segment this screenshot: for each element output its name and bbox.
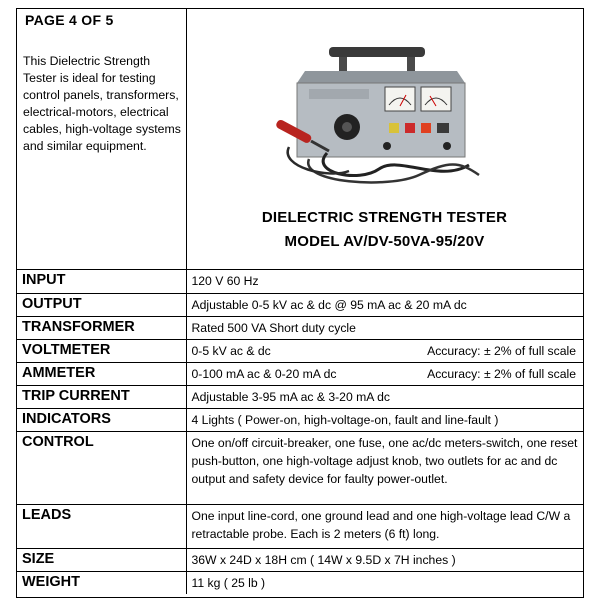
label-plate bbox=[309, 89, 369, 99]
spec-sheet bbox=[16, 8, 584, 598]
spec-label: OUTPUT bbox=[17, 293, 186, 316]
spec-value: Adjustable 0-5 kV ac & dc @ 95 mA ac & 20 mA dc bbox=[186, 293, 583, 316]
spec-row-indicators bbox=[17, 408, 583, 431]
spec-value: 0-5 kV ac & dc bbox=[191, 343, 271, 358]
spec-value: Rated 500 VA Short duty cycle bbox=[186, 316, 583, 339]
spec-label: TRANSFORMER bbox=[17, 316, 186, 339]
spec-row-voltmeter bbox=[17, 339, 583, 362]
spec-accuracy: Accuracy: ± 2% of full scale bbox=[427, 343, 576, 358]
spec-row-transformer bbox=[17, 316, 583, 339]
ammeter-shape bbox=[421, 87, 451, 111]
indicator-light-yellow bbox=[389, 123, 399, 133]
product-title: DIELECTRIC STRENGTH TESTER bbox=[261, 209, 508, 226]
spec-value: One on/off circuit-breaker, one fuse, one ac/dc meters-switch, one reset push-button, one high-voltage adjust knob, two outlets for ac and dc output and safety device for faulty power-outlet. bbox=[186, 431, 583, 504]
model-number: MODEL AV/DV-50VA-95/20V bbox=[284, 233, 485, 250]
voltage-knob-cap bbox=[342, 122, 352, 132]
spec-label: SIZE bbox=[17, 548, 186, 571]
spec-value-cell bbox=[186, 362, 583, 385]
intro-cell bbox=[17, 9, 187, 269]
header-section bbox=[17, 9, 583, 270]
spec-label: CONTROL bbox=[17, 431, 186, 504]
spec-label: INDICATORS bbox=[17, 408, 186, 431]
spec-value: 11 kg ( 25 lb ) bbox=[186, 571, 583, 594]
page-number: PAGE 4 OF 5 bbox=[25, 12, 114, 28]
spec-row-ammeter bbox=[17, 362, 583, 385]
tester-photo bbox=[269, 43, 487, 191]
spec-label: LEADS bbox=[17, 504, 186, 548]
spec-label: TRIP CURRENT bbox=[17, 385, 186, 408]
case-top bbox=[297, 71, 465, 83]
spec-label: AMMETER bbox=[17, 362, 186, 385]
indicator-light-red bbox=[405, 123, 415, 133]
intro-text: This Dielectric Strength Tester is ideal for testing control panels, transformers, electrical-motors, electrical cables, high-voltage systems and similar equipment. bbox=[23, 54, 181, 153]
spec-value: 4 Lights ( Power-on, high-voltage-on, fault and line-fault ) bbox=[186, 408, 583, 431]
spec-row-trip-current bbox=[17, 385, 583, 408]
spec-label: WEIGHT bbox=[17, 571, 186, 594]
spec-value: 36W x 24D x 18H cm ( 14W x 9.5D x 7H inches ) bbox=[186, 548, 583, 571]
indicator-light-orange bbox=[421, 123, 431, 133]
spec-row-size bbox=[17, 548, 583, 571]
spec-row-output bbox=[17, 293, 583, 316]
handle-shape bbox=[329, 47, 425, 57]
outlet-left bbox=[383, 142, 391, 150]
outlet-right bbox=[443, 142, 451, 150]
spec-row-input bbox=[17, 270, 583, 293]
handle-post-right bbox=[407, 57, 415, 71]
spec-value: 120 V 60 Hz bbox=[186, 270, 583, 293]
spec-value: 0-100 mA ac & 0-20 mA dc bbox=[191, 366, 337, 381]
voltmeter-shape bbox=[385, 87, 415, 111]
handle-post-left bbox=[339, 57, 347, 71]
breaker-switch bbox=[437, 123, 449, 133]
spec-row-leads bbox=[17, 504, 583, 548]
spec-accuracy: Accuracy: ± 2% of full scale bbox=[427, 366, 576, 381]
spec-label: INPUT bbox=[17, 270, 186, 293]
spec-value: Adjustable 3-95 mA ac & 3-20 mA dc bbox=[186, 385, 583, 408]
spec-table bbox=[17, 270, 583, 594]
spec-row-weight bbox=[17, 571, 583, 594]
spec-label: VOLTMETER bbox=[17, 339, 186, 362]
spec-value-cell bbox=[186, 339, 583, 362]
spec-row-control bbox=[17, 431, 583, 504]
spec-value: One input line-cord, one ground lead and one high-voltage lead C/W a retractable probe. Each is 2 meters (6 ft) long. bbox=[186, 504, 583, 548]
